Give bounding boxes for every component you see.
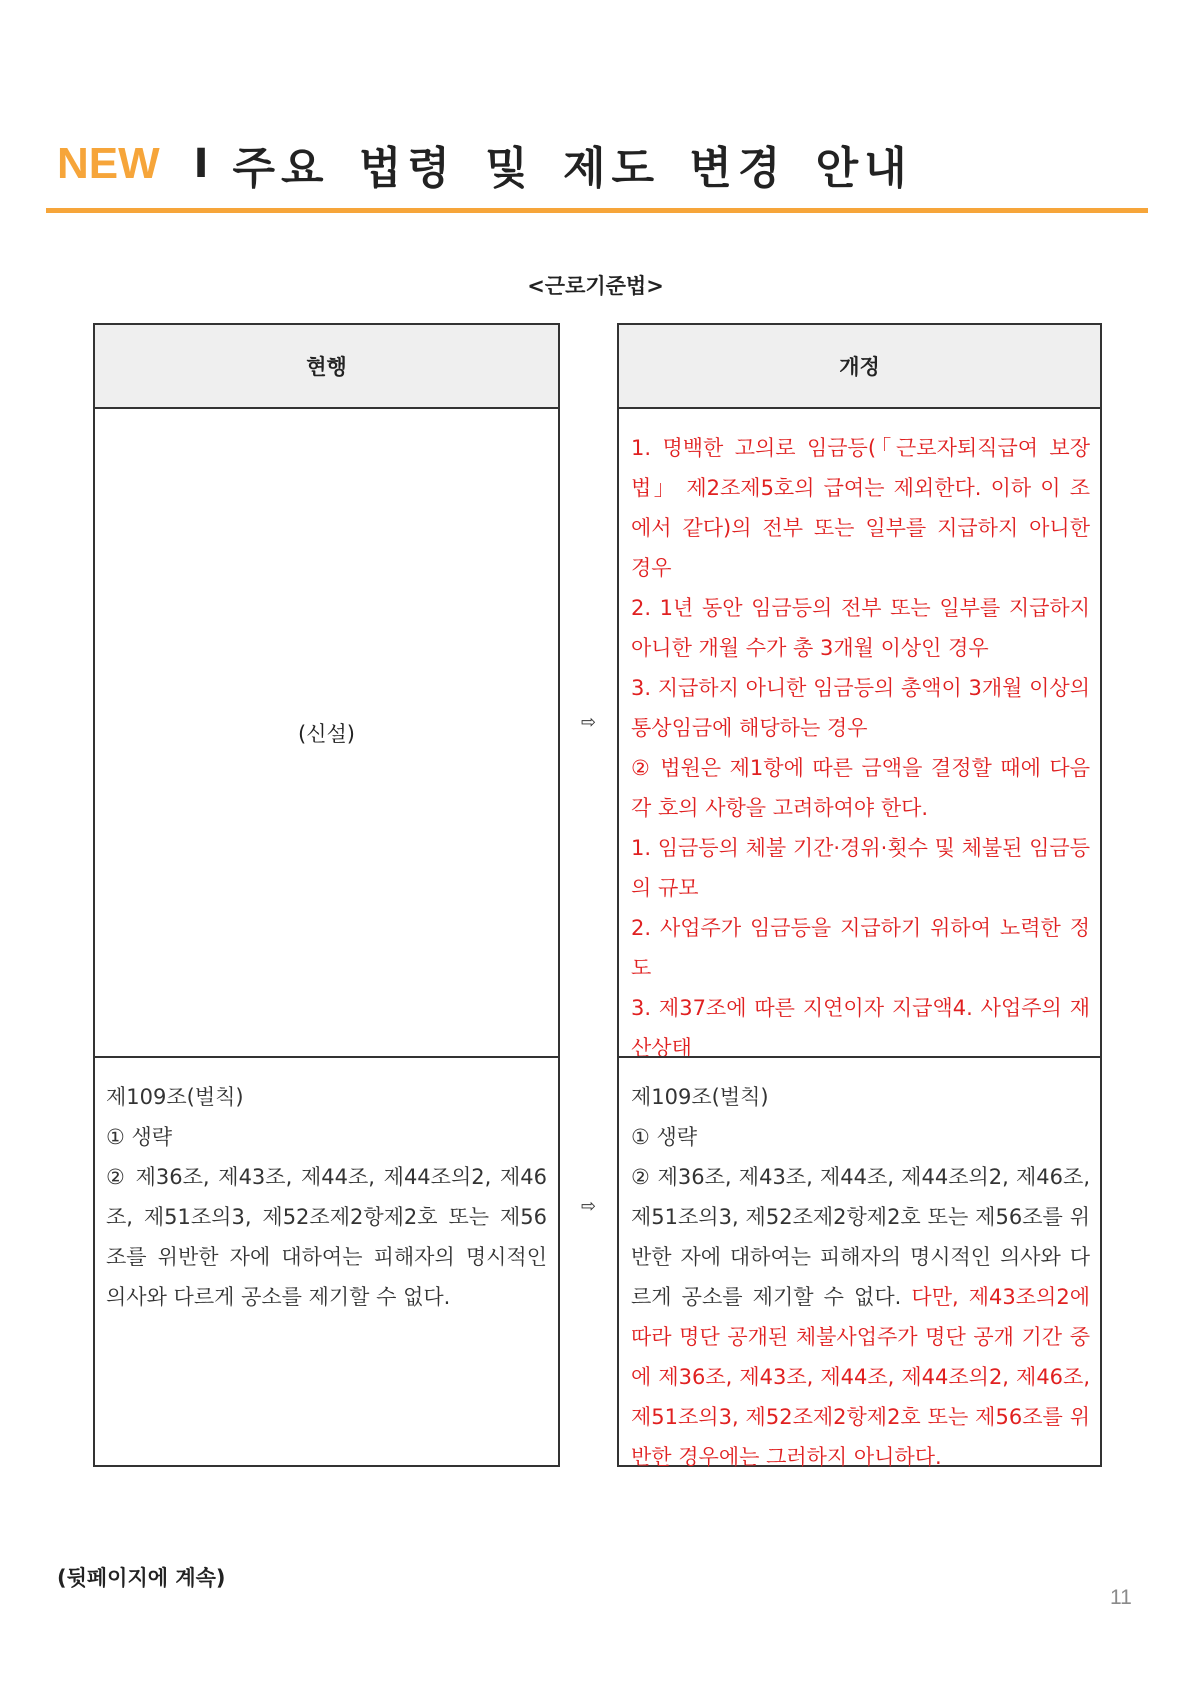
- revised-item: ② 법원은 제1항에 따른 금액을 결정할 때에 다음 각 호의 사항을 고려하여야 한다.: [631, 756, 1090, 820]
- law-title: <근로기준법>: [527, 274, 664, 298]
- revised-item: 1. 명백한 고의로 임금등(「근로자퇴직급여 보장법」 제2조제5호의 급여는 제외한다. 이하 이 조에서 같다)의 전부 또는 일부를 지급하지 아니한 경우: [631, 436, 1090, 580]
- revised-item: 1. 임금등의 체불 기간·경위·횟수 및 체불된 임금등의 규모: [631, 836, 1090, 900]
- page-number: 11: [1110, 1586, 1132, 1609]
- revised-paragraph: [631, 1157, 1090, 1477]
- revised-item: ① 생략: [631, 1125, 698, 1149]
- header-separator: I: [193, 141, 209, 187]
- current-item: 제109조(벌칙): [106, 1085, 244, 1109]
- current-item: ② 제36조, 제43조, 제44조, 제44조의2, 제46조, 제51조의3, 제52조제2항제2호 또는 제56조를 위반한 자에 대하여는 피해자의 명시적인 의사와 다르게 공소를 제기할 수 없다.: [106, 1165, 547, 1309]
- row1-current-text: (신설): [298, 721, 355, 746]
- row2-arrow-icon: ⇨: [580, 1196, 597, 1217]
- new-tag: NEW: [57, 139, 160, 188]
- row1-current-cell: [93, 407, 560, 1058]
- revised-item: 3. 제37조에 따른 지연이자 지급액4. 사업주의 재산상태: [631, 996, 1090, 1060]
- row2-revised-cell: [617, 1056, 1102, 1467]
- page-title: 주요 법령 및 제도 변경 안내: [232, 143, 913, 194]
- row2-current-cell: [93, 1056, 560, 1467]
- revised-item: 2. 1년 동안 임금등의 전부 또는 일부를 지급하지 아니한 개월 수가 총 3개월 이상인 경우: [631, 596, 1090, 660]
- column-header-revised: 개정: [617, 323, 1102, 409]
- revised-item: 제109조(벌칙): [631, 1085, 769, 1109]
- revised-item: 2. 사업주가 임금등을 지급하기 위하여 노력한 정도: [631, 916, 1090, 980]
- row1-arrow-icon: ⇨: [580, 712, 597, 733]
- revised-added-text: 다만, 제43조의2에 따라 명단 공개된 체불사업주가 명단 공개 기간 중에 제36조, 제43조, 제44조, 제44조의2, 제46조, 제51조의3, 제52조제2항제2호 또는 제56조를 위반한 경우에는 그러하지 아니하다.: [631, 1285, 1090, 1469]
- row2-current-text: [95, 1058, 558, 1317]
- revised-item: 3. 지급하지 아니한 임금등의 총액이 3개월 이상의 통상임금에 해당하는 경우: [631, 676, 1090, 740]
- column-header-current: 현행: [93, 323, 560, 409]
- current-item: ① 생략: [106, 1125, 173, 1149]
- header-rule: [46, 208, 1148, 213]
- row1-revised-text: [619, 409, 1100, 1068]
- revised-unchanged-text: ② 제36조, 제43조, 제44조, 제44조의2, 제46조, 제51조의3, 제52조제2항제2호 또는 제56조를 위반한 자에 대하여는 피해자의 명시적인 의사와 다르게 공소를 제기할 수 없다.: [631, 1165, 1090, 1309]
- continued-note: (뒷페이지에 계속): [57, 1566, 226, 1590]
- row2-revised-text: [619, 1058, 1100, 1477]
- page-header: [57, 132, 913, 192]
- row1-revised-cell: [617, 407, 1102, 1058]
